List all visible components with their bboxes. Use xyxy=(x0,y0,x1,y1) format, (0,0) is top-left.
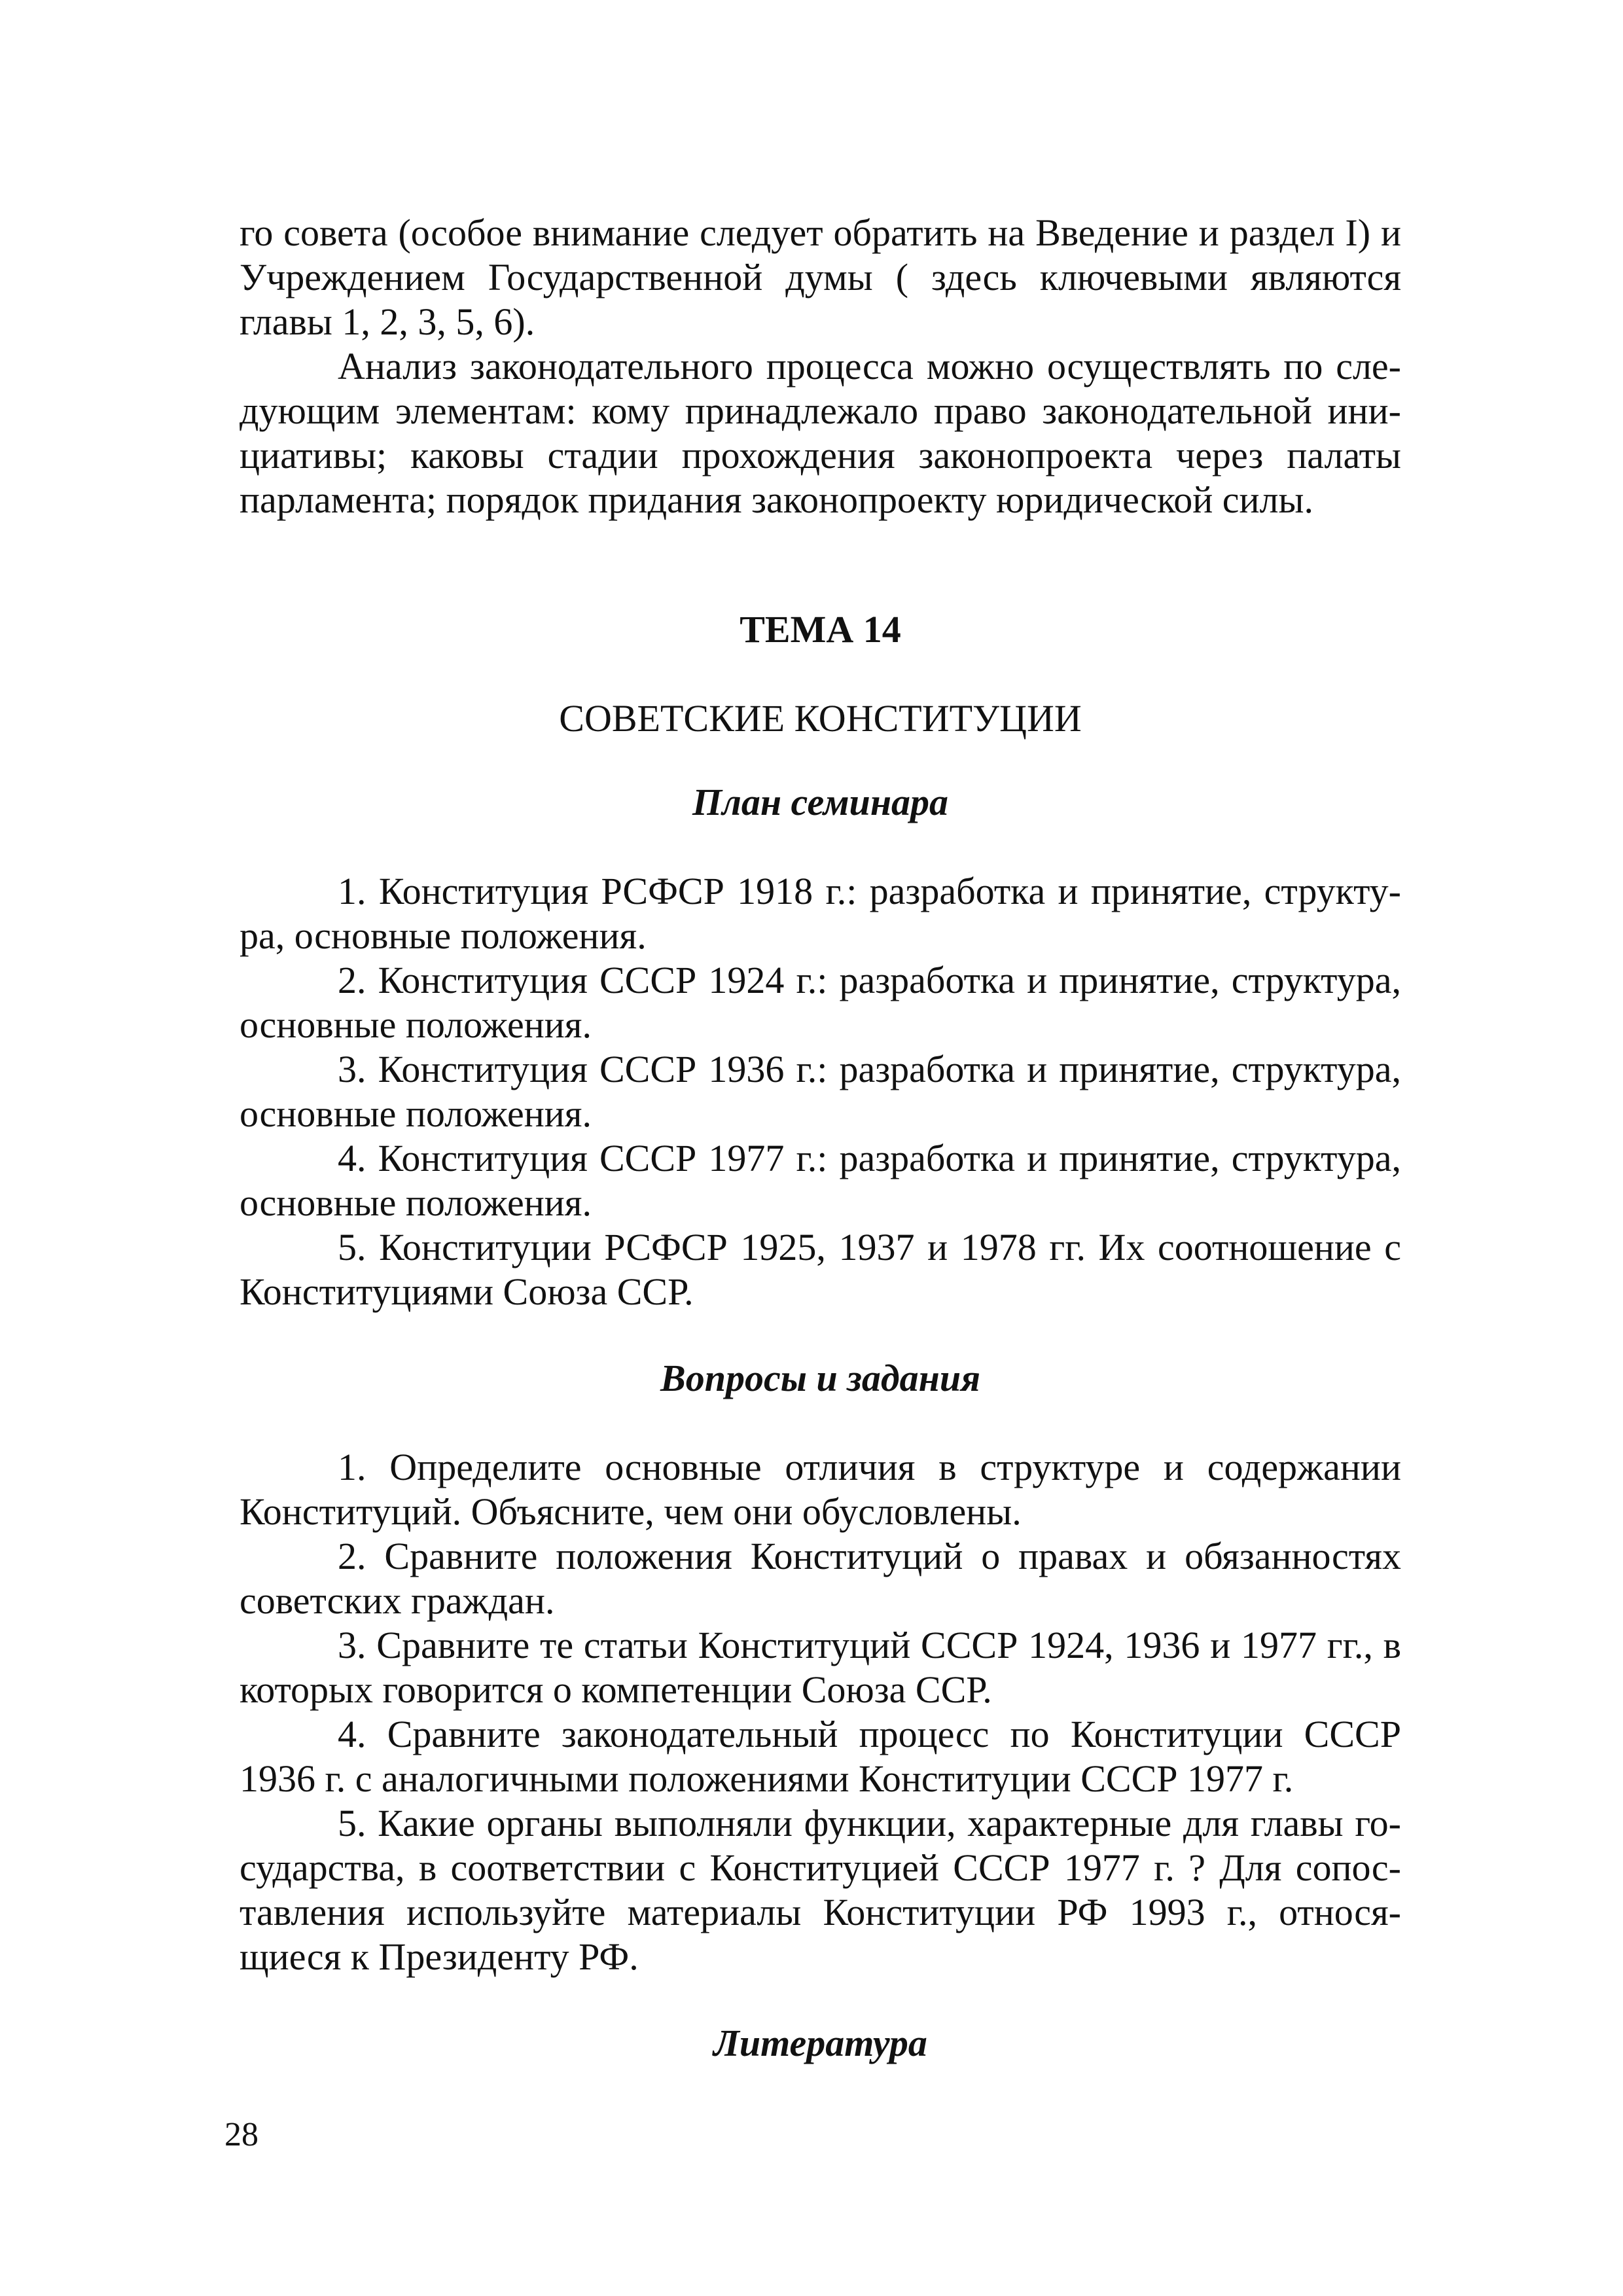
question-item-2: 2. Сравните положения Конституций о правах и обязанностях советских граждан. xyxy=(240,1535,1401,1622)
question-item-4: 4. Сравните законодательный процесс по Конституции СССР 1936 г. с аналогичными положениями Конституции СССР 1977 г. xyxy=(240,1713,1401,1800)
plan-item-2: 2. Конституция СССР 1924 г.: разработка и принятие, структура, основные положения. xyxy=(240,959,1401,1046)
questions-heading: Вопросы и задания xyxy=(660,1357,980,1399)
topic-number: ТЕМА 14 xyxy=(740,608,901,651)
plan-item-4: 4. Конституция СССР 1977 г.: разработка и принятие, структура, основные положения. xyxy=(240,1137,1401,1224)
page-number: 28 xyxy=(224,2116,259,2153)
seminar-plan-heading: План семинара xyxy=(692,781,949,823)
plan-item-3: 3. Конституция СССР 1936 г.: разработка и принятие, структура, основные положения. xyxy=(240,1048,1401,1135)
question-item-3: 3. Сравните те статьи Конституций СССР 1924, 1936 и 1977 гг., в которых говорится о компетенции Союза ССР. xyxy=(240,1624,1401,1711)
literature-heading: Литература xyxy=(713,2022,927,2064)
question-item-1: 1. Определите основные отличия в структуре и содержании Конституций. Объясните, чем они обусловлены. xyxy=(240,1446,1401,1533)
page-content xyxy=(240,211,1401,2066)
topic-title: СОВЕТСКИЕ КОНСТИТУЦИИ xyxy=(559,697,1082,740)
intro-paragraph-2: Анализ законодательного процесса можно осуществлять по следующим элементам: кому принадлежало право законодательной инициативы; каковы стадии прохождения законопроекта через палаты парламента; порядок придания законопроекту юридической силы. xyxy=(240,345,1401,521)
plan-item-5: 5. Конституции РСФСР 1925, 1937 и 1978 гг. Их соотношение с Конституциями Союза ССР. xyxy=(240,1226,1401,1313)
plan-item-1: 1. Конституция РСФСР 1918 г.: разработка и принятие, структура, основные положения. xyxy=(240,870,1401,957)
intro-paragraph-1: го совета (особое внимание следует обратить на Введение и раздел I) и Учреждением Государственной думы ( здесь ключевыми являются главы 1, 2, 3, 5, 6). xyxy=(240,211,1401,343)
question-item-5: 5. Какие органы выполняли функции, характерные для главы государства, в соответствии с Конституцией СССР 1977 г. ? Для сопоставления используйте материалы Конституции РФ 1993 г., относящиеся к Президенту РФ. xyxy=(240,1802,1401,1978)
